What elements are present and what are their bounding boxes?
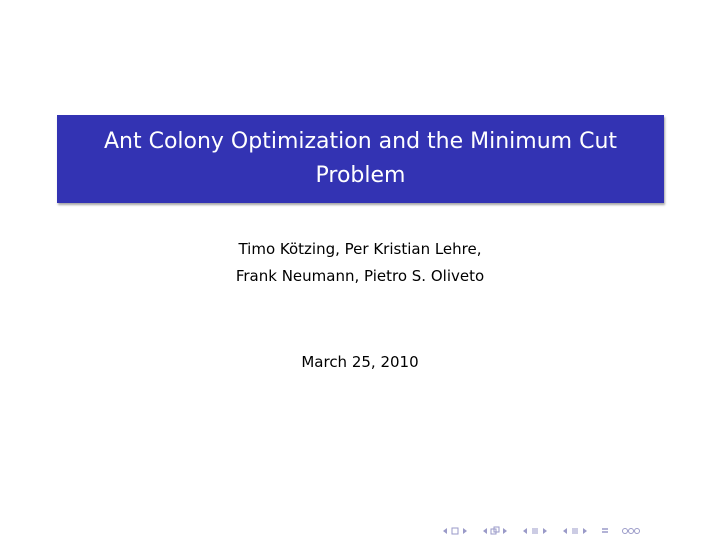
nav-document-icon[interactable]	[570, 525, 580, 537]
nav-section-prev-icon[interactable]	[520, 525, 530, 537]
nav-search-icon[interactable]	[620, 525, 642, 537]
nav-frame-prev-icon[interactable]	[440, 525, 450, 537]
nav-subsection-next-icon[interactable]	[500, 525, 510, 537]
title-box	[57, 115, 664, 203]
nav-subsection-prev-icon[interactable]	[480, 525, 490, 537]
frame-nav-group	[440, 525, 470, 537]
subsection-nav-group	[480, 525, 510, 537]
document-nav-group	[560, 525, 590, 537]
nav-section-icon[interactable]	[530, 525, 540, 537]
authors-line-2: Frank Neumann, Pietro S. Oliveto	[235, 267, 485, 285]
search-nav-group	[620, 525, 642, 537]
presentation-date: March 25, 2010	[301, 353, 419, 371]
beamer-navigation-bar	[440, 524, 652, 538]
nav-frame-icon[interactable]	[450, 525, 460, 537]
nav-subsection-icon[interactable]	[490, 525, 500, 537]
slide-title-line-2: Problem	[315, 163, 406, 188]
authors-line-1: Timo Kötzing, Per Kristian Lehre,	[238, 240, 482, 258]
nav-section-next-icon[interactable]	[540, 525, 550, 537]
nav-document-next-icon[interactable]	[580, 525, 590, 537]
section-nav-group	[520, 525, 550, 537]
slide-title-line-1: Ant Colony Optimization and the Minimum Cut	[103, 129, 618, 154]
nav-appendix-icon[interactable]	[600, 525, 610, 537]
authors	[0, 236, 720, 290]
nav-document-prev-icon[interactable]	[560, 525, 570, 537]
nav-frame-next-icon[interactable]	[460, 525, 470, 537]
appendix-nav-group	[600, 525, 610, 537]
